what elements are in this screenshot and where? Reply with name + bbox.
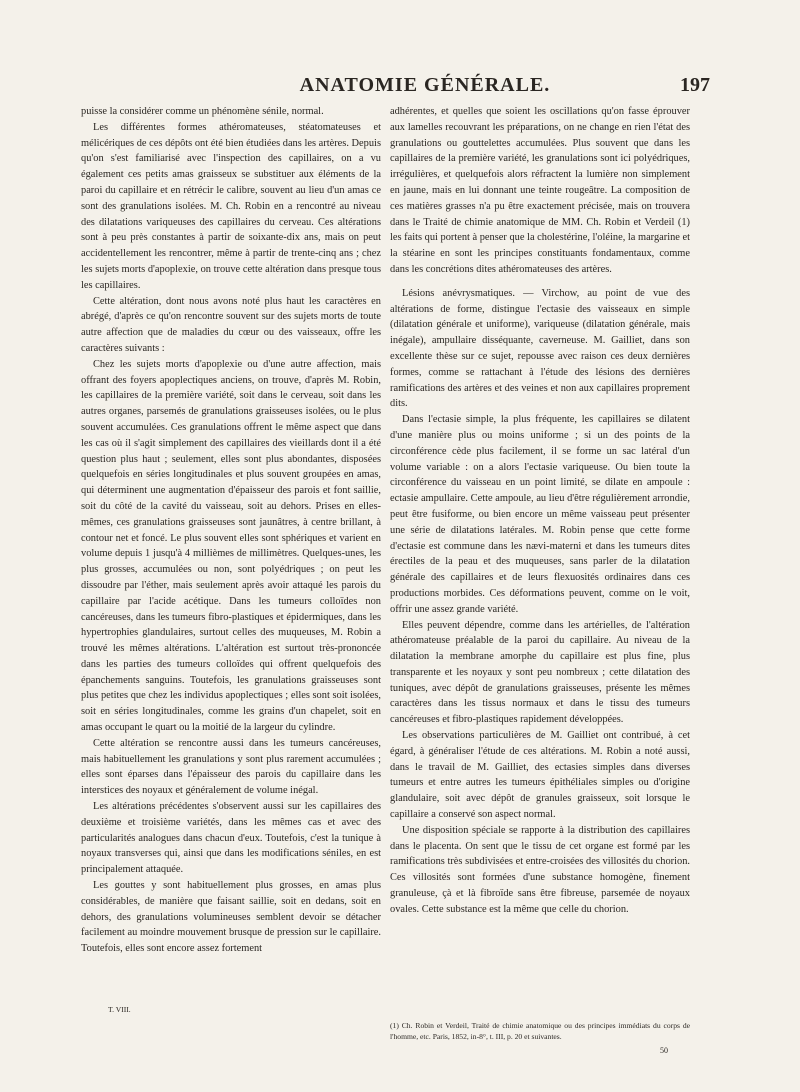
running-title: ANATOMIE GÉNÉRALE. xyxy=(299,74,551,96)
volume-signature: T. VIII. xyxy=(108,1005,131,1014)
paragraph: Cette altération, dont nous avons noté plus haut les caractères en abrégé, d'après ce qu'on rencontre souvent sur des sujets morts de toute autre affection que de maladies du cœur ou des vaisseaux, offre les caractères suivants : xyxy=(81,295,381,354)
right-column xyxy=(390,104,690,918)
paragraph: Cette altération se rencontre aussi dans les tumeurs cancéreuses, mais habituellement les granulations y sont plus rarement accumulées ; elles sont éparses dans l'épaisseur des parois du capillaire dans les interstices des noyaux et généralement de volume inégal. xyxy=(81,737,381,797)
paragraph: Elles peuvent dépendre, comme dans les artérielles, de l'altération athéromateuse préalable de la paroi du capillaire. Au niveau de la dilatation la membrane amorphe du capillaire est plus fine, plus transparente et les noyaux y sont peu nombreux ; cette dilatation des tuniques, avec dépôt de granulations graisseuses, présente les mêmes caractères dans les tissus normaux et dans le tissu des tumeurs cancéreuses et fibro-plastiques rapidement développées. xyxy=(390,619,690,726)
paragraph: Les différentes formes athéromateuses, stéatomateuses et mélicériques de ces dépôts ont été bien étudiées dans les artères. Depuis qu'on s'est familiarisé avec l'inspection des capillaires, on a vu également ces petits amas graisseux se substituer aux éléments de la paroi du capillaire et en rétrécir le calibre, souvent au lieu d'un amas ce sont des granulations isolées. M. Ch. Robin en a rencontré au niveau des dilatations variqueuses des capillaires du cerveau. Ces altérations sont à peu près constantes à partir de soixante-dix ans, mais on peut accidentellement les rencontrer, même à partir de trente-cinq ans ; chez les sujets morts d'apoplexie, on trouve cette altération dans presque tous les capillaires. xyxy=(81,121,381,291)
paragraph: Dans l'ectasie simple, la plus fréquente, les capillaires se dilatent d'une manière plus ou moins uniforme ; si un des points de la circonférence cède plus facilement, il se forme un sac latéral d'un volume variable : on a alors l'ectasie variqueuse. Ou bien toute la circonférence du vaisseau en un point limité, se dilate en ampoule : ectasie ampullaire. Cette ampoule, au lieu d'être régulièrement arrondie, peut être fusiforme, ou bien encore un même vaisseau peut présenter une série de dilatations latérales. M. Robin pense que cette forme d'ectasie est commune dans les nævi-materni et dans les tumeurs dites érectiles de la peau et des muqueuses, sans parler de la dilatation générale des capillaires et de leurs flexuosités ordinaires dans ces productions morbides. Ces déformations peuvent, comme on le voit, offrir une assez grande variété. xyxy=(390,414,690,615)
left-column xyxy=(81,104,381,957)
paragraph: Lésions anévrysmatiques. — Virchow, au point de vue des altérations de forme, distingue l'ectasie des vaisseaux en simple (dilatation générale et uniforme), variqueuse (dilatation générale, mais inégale), ampullaire disséquante, caverneuse. M. Gailliet, dans son excellente thèse sur ce sujet, repousse avec raison ces deux dernières formes, comme se rattachant à l'étude des lésions des dernières ramifications des artères et des veines et non aux capillaires proprement dits. xyxy=(390,287,690,410)
paragraph: adhérentes, et quelles que soient les oscillations qu'on fasse éprouver aux lamelles recouvrant les préparations, on ne change en rien l'état des granulations ou gouttelettes accumulées. Plus souvent que dans les capillaires de la première variété, les granulations sont ici polyédriques, irrégulières, et quelquefois alors réfractent la lumière non simplement en jaune, mais en lui donnant une teinte rougeâtre. La composition de ces matières grasses n'a pu être exactement précisée, mais on trouvera dans le Traité de chimie anatomique de MM. Ch. Robin et Verdeil (1) les faits qui portent à penser que la cholestérine, l'oléine, la margarine et la stéarine en sont les principes constituants fondamentaux, comme dans les concrétions dites athéromateuses des artères. xyxy=(390,106,691,275)
paragraph: Les gouttes y sont habituellement plus grosses, en amas plus considérables, de manière que faisant saillie, soit en dedans, soit en dehors, des granulations volumineuses semblent devoir se détacher facilement au moindre mouvement brusque de pression sur le capillaire. Toutefois, elles sont encore assez fortement xyxy=(81,880,381,955)
paragraph: Les altérations précédentes s'observent aussi sur les capillaires des deuxième et troisième variétés, dans les mêmes cas et avec des particularités analogues dans chacun d'eux. Toutefois, c'est la tunique à noyaux transverses qui, ainsi que dans les modifications séniles, en est principalement attaquée. xyxy=(81,801,381,876)
paragraph: Les observations particulières de M. Gailliet ont contribué, à cet égard, à généraliser l'étude de ces altérations. M. Robin a noté aussi, dans le travail de M. Gailliet, des ectasies simples dans diverses tumeurs et entre autres les tumeurs épithéliales simples ou d'origine glandulaire, soit avec dépôt de granules graisseux, soit lorsque le capillaire a conservé son aspect normal. xyxy=(390,730,690,821)
page-number: 197 xyxy=(680,74,710,96)
sheet-signature: 50 xyxy=(660,1046,668,1055)
page-header xyxy=(80,74,710,102)
paragraph: puisse la considérer comme un phénomène sénile, normal. xyxy=(81,106,324,117)
paragraph: Une disposition spéciale se rapporte à la distribution des capillaires dans le placenta. On sent que le tissu de cet organe est formé par les ramifications très subdivisées et entre-croisées des villosités du chorion. Ces villosités sont formées d'une substance homogène, finement granuleuse, çà et là fibroïde sans être fibreuse, parsemée de noyaux ovales. Cette substance est la même que celle du chorion. xyxy=(390,824,690,915)
footnote: (1) Ch. Robin et Verdeil, Traité de chimie anatomique ou des principes immédiats du corps de l'homme, etc. Paris, 1852, in-8°, t. III, p. 20 et suivantes. xyxy=(390,1021,690,1041)
paragraph: Chez les sujets morts d'apoplexie ou d'une autre affection, mais offrant des foyers apoplectiques anciens, on trouve, d'après M. Robin, les capillaires de la première variété, soit dans le cerveau, soit dans les autres organes, parsemés de granulations graisseuses isolées, ou le plus souvent accumulées. Ces granulations offrent le même aspect que dans les cas où il s'agit simplement des capillaires des vieillards dont il a été question plus haut ; seulement, elles sont plus abondantes, disposées quelquefois en séries longitudinales et plus souvent groupées en amas, qui déterminent une augmentation d'épaisseur des parois et font saillie, soit du côté de la cavité du vaisseau, soit au dehors. Prises en elles-mêmes, ces granulations graisseuses sont jaunâtres, à centre brillant, à contour net et foncé. Le plus souvent elles sont sphériques et varient en volume depuis 1 jusqu'à 4 millièmes de millimètres. Quelques-unes, les plus grosses, accumulées ou non, sont polyédriques ; on peut les dissoudre par l'éther, mais seulement après avoir attaqué les parois du capillaire par l'acide acétique. Dans les tumeurs colloïdes non cancéreuses, dans les tumeurs fibro-plastiques et épidermiques, dans les hypertrophies glandulaires, surtout celles des muqueuses, M. Robin a trouvé les mêmes altérations. L'altération est surtout très-prononcée dans les parties des tumeurs colloïdes qui offrent quelquefois des épanchements sanguins. Toutefois, les granulations graisseuses sont plus petites que chez les individus apoplectiques ; elles sont soit isolées, soit en séries longitudinales, comme les grains d'un chapelet, soit en amas occupant le quart ou la moitié de la largeur du cylindre. xyxy=(81,358,381,734)
